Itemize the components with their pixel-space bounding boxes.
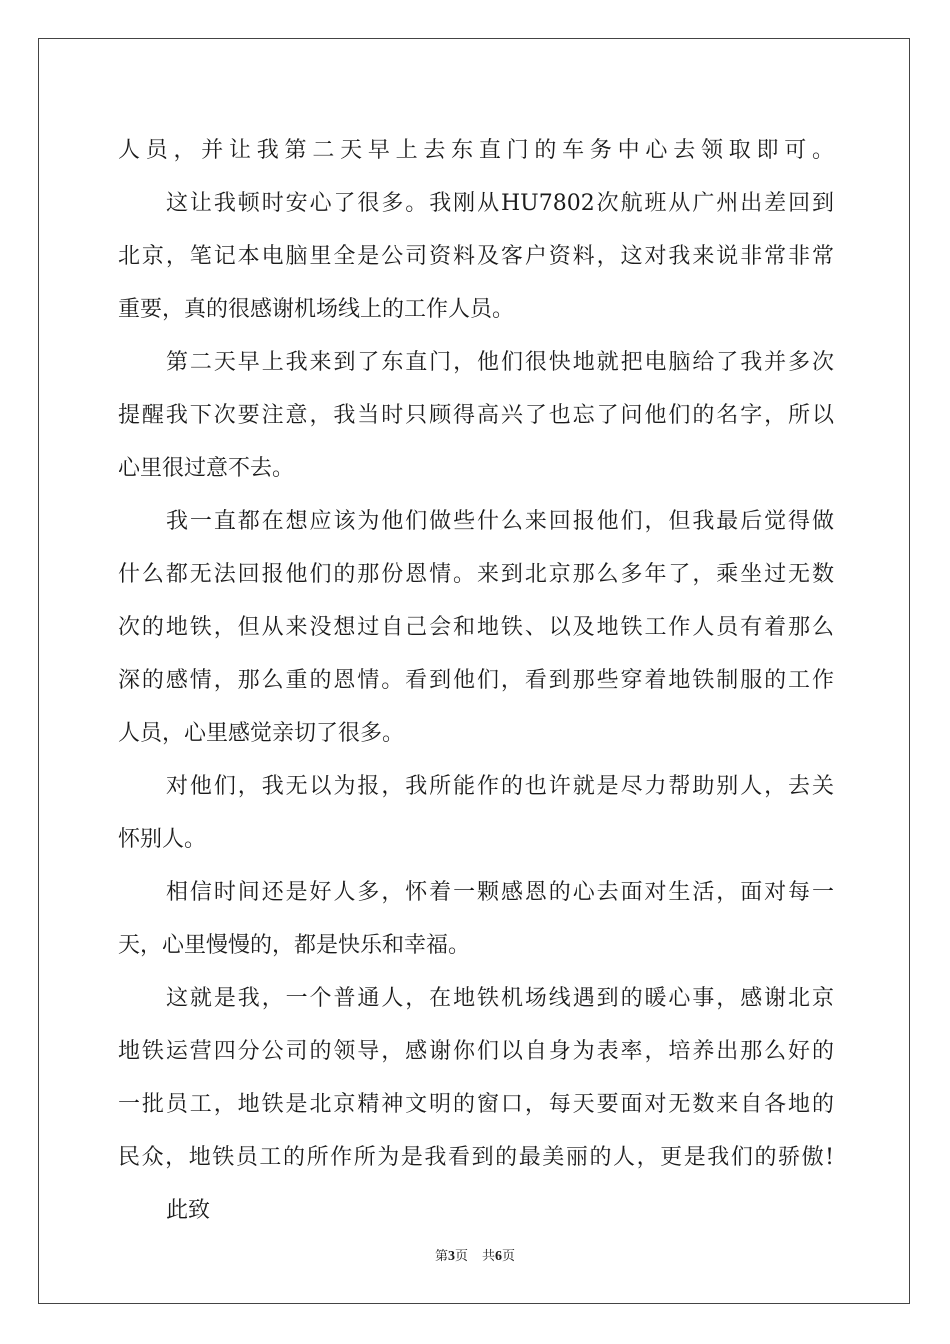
text-line: 心里很过意不去。 xyxy=(118,456,295,481)
text-line: 怀别人。 xyxy=(118,827,207,852)
page-prefix: 第 xyxy=(434,1249,448,1264)
text-line: 我一直都在想应该为他们做些什么来回报他们，但我最后觉得做 xyxy=(166,509,834,534)
page-suffix: 页 xyxy=(454,1249,468,1264)
total-prefix: 共 xyxy=(482,1249,496,1264)
text-line: 人员，心里感觉亲切了很多。 xyxy=(118,721,405,746)
text-line: 一批员工，地铁是北京精神文明的窗口，每天要面对无数来自各地的 xyxy=(118,1092,834,1117)
text-line: 什么都无法回报他们的那份恩情。来到北京那么多年了，乘坐过无数 xyxy=(118,562,834,587)
text-line: 地铁运营四分公司的领导，感谢你们以自身为表率，培养出那么好的 xyxy=(118,1039,834,1064)
text-line: 提醒我下次要注意，我当时只顾得高兴了也忘了问他们的名字，所以 xyxy=(118,403,834,428)
text-line: 人员，并让我第二天早上去东直门的车务中心去领取即可。 xyxy=(118,138,834,163)
text-line: 次的地铁，但从来没想过自己会和地铁、以及地铁工作人员有着那么 xyxy=(118,615,834,640)
text-line: 深的感情，那么重的恩情。看到他们，看到那些穿着地铁制服的工作 xyxy=(118,668,834,693)
text-line: 对他们，我无以为报，我所能作的也许就是尽力帮助别人，去关 xyxy=(166,774,834,799)
text-line: 天，心里慢慢的，都是快乐和幸福。 xyxy=(118,933,471,958)
page-number: 3 xyxy=(447,1249,455,1264)
closing-salutation: 此致 xyxy=(166,1198,211,1223)
text-line: 民众，地铁员工的所作所为是我看到的最美丽的人，更是我们的骄傲! xyxy=(118,1145,834,1170)
text-line: 第二天早上我来到了东直门，他们很快地就把电脑给了我并多次 xyxy=(166,350,834,375)
total-suffix: 页 xyxy=(502,1249,516,1264)
text-line: 重要，真的很感谢机场线上的工作人员。 xyxy=(118,297,515,322)
text-line: 相信时间还是好人多，怀着一颗感恩的心去面对生活，面对每一 xyxy=(166,880,834,905)
page-footer xyxy=(0,1245,950,1265)
text-line: 北京，笔记本电脑里全是公司资料及客户资料，这对我来说非常非常 xyxy=(118,244,834,269)
text-line: 这让我顿时安心了很多。我刚从HU7802次航班从广州出差回到 xyxy=(166,191,834,216)
letter-body xyxy=(118,124,834,1237)
text-line: 这就是我，一个普通人，在地铁机场线遇到的暖心事，感谢北京 xyxy=(166,986,834,1011)
total-pages: 6 xyxy=(495,1249,503,1264)
